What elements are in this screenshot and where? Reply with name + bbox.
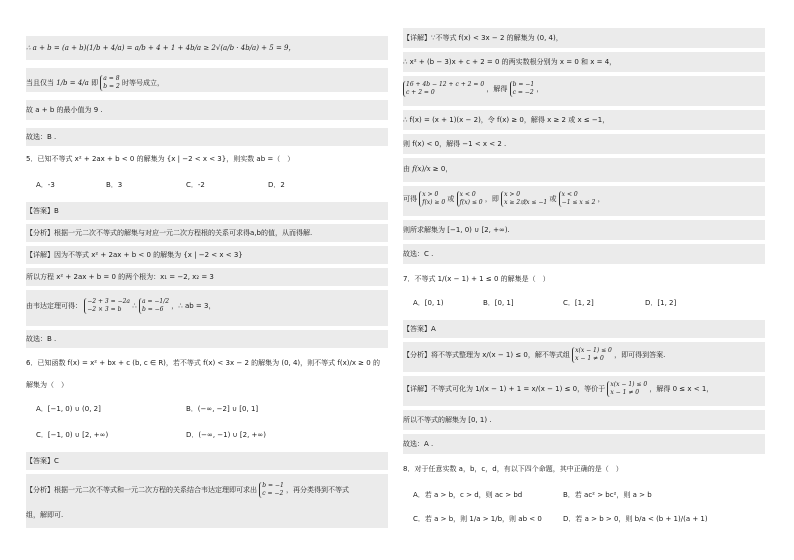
detail-line (26, 246, 388, 264)
system-row: −1 ≤ x ≤ 2 (561, 199, 596, 206)
detail-line (403, 158, 765, 182)
text: 故 a + b 的最小值为 9 . (26, 106, 103, 114)
option-c: C．若 a > b，则 1/a > 1/b，则 ab < 0 (413, 515, 542, 523)
system-row: b = −1 (512, 81, 535, 88)
analysis-line (403, 342, 765, 372)
system-row: x < 0 (459, 191, 476, 198)
choice-line (26, 330, 388, 348)
system-row: a = 8 (103, 75, 120, 82)
answer-line (26, 452, 388, 470)
system-row: x − 1 ≠ 0 (575, 355, 604, 362)
option-b: B．(−∞, −2] ∪ [0, 1] (186, 405, 259, 413)
equality-condition-line (26, 68, 388, 92)
answer-text: 【答案】A (403, 325, 436, 333)
answer-line (26, 202, 388, 220)
label-text: 可得 (403, 195, 417, 203)
detail-text: 【详解】∵不等式 f(x) < 3x − 2 的解集为 (0, 4)， (403, 34, 563, 42)
system-row: −2 × 3 = b (87, 306, 122, 313)
label-text: ， (536, 85, 544, 93)
question-text: 5．已知不等式 x² + 2ax + b < 0 的解集为 {x | −2 < x < 3}，则实数 ab =（ ） (26, 155, 295, 163)
label-text: 由 (403, 165, 410, 173)
option-d: D．(−∞, −1) ∪ [2, +∞) (186, 431, 266, 439)
answer-line (403, 320, 765, 338)
system-row: x > 0 (422, 191, 439, 198)
question-text: 8．对于任意实数 a，b，c，d，有以下四个命题，其中正确的是（ ） (403, 465, 623, 473)
label-text: ≥ 0， (432, 165, 453, 173)
detail-text: ∴ f(x) = (x + 1)(x − 2)，令 f(x) ≥ 0，解得 x ≥ 2 或 x ≤ −1， (403, 116, 610, 124)
system-row: f(x) ≤ 0 (459, 199, 483, 206)
system-row: x > 0 (504, 191, 521, 198)
option-b: B．3 (106, 181, 123, 189)
label-text: 或 (549, 195, 557, 203)
detail-text: ，解得 0 ≤ x < 1， (649, 385, 714, 393)
roots-text: 所以方程 x² + 2ax + b = 0 的两个根为：x₁ = −2, x₂ = 3 (26, 273, 214, 281)
question-text: 解集为（ ） (26, 381, 68, 389)
detail-line (403, 220, 765, 240)
case-system (501, 191, 547, 207)
result-system (139, 298, 169, 314)
equation-text: ∴ a + b = (a + b)(1/b + 4/a) = a/b + 4 + 1 + 4b/a ≥ 2√(a/b · 4b/a) + 5 = 9， (26, 44, 296, 52)
system-row: a = −1/2 (141, 298, 170, 305)
system-row: x(x − 1) ≤ 0 (575, 347, 612, 354)
option-d: D．2 (268, 181, 285, 189)
detail-line (403, 134, 765, 154)
label-text: 即 (91, 79, 99, 87)
system-row: x(x − 1) ≤ 0 (610, 381, 648, 388)
system-row: c = −2 (262, 490, 284, 497)
option-c: C．[−1, 0) ∪ [2, +∞) (36, 431, 109, 439)
case-system (457, 191, 483, 207)
system-row: x ≥ 2或x ≤ −1 (504, 199, 548, 206)
question-7 (403, 274, 765, 284)
label-text: ，∴ ab = 3， (171, 302, 216, 310)
result-system (510, 81, 535, 97)
system-row: −2 + 3 = −2a (87, 298, 131, 305)
detail-text: 所以不等式的解集为 [0, 1) . (403, 416, 492, 424)
analysis-text: 组，解即可. (26, 511, 64, 519)
system-row: x < 0 (561, 191, 578, 198)
label-text: ，即 (484, 195, 499, 203)
option-c: C．[1, 2] (563, 299, 594, 307)
system-row: b = 2 (103, 83, 120, 90)
equation-system (607, 381, 647, 397)
analysis-text: 【分析】将不等式整理为 x/(x − 1) ≤ 0，解不等式组 (403, 351, 570, 359)
detail-text: 则所求解集为 [−1, 0) ∪ [2, +∞). (403, 226, 510, 234)
question-text: 6．已知函数 f(x) = x² + bx + c (b, c ∈ R)，若不等式 f(x) < 3x − 2 的解集为 (0, 4)，则不等式 f(x)/x ≥ 0 的 (26, 359, 380, 367)
question-8 (403, 464, 765, 474)
detail-line (403, 52, 765, 72)
detail-line (403, 110, 765, 130)
analysis-text: ，即可得到答案. (614, 351, 666, 359)
system-row: c = −2 (512, 89, 534, 96)
fraction-text: f(x)/x (412, 165, 431, 173)
text: 故选：C . (403, 250, 434, 258)
label-text: 时等号成立， (122, 79, 165, 87)
label-text: 或 (447, 195, 455, 203)
choice-line (403, 244, 765, 264)
text: 故选：A . (403, 440, 434, 448)
equation-system (84, 298, 130, 314)
equation-system (259, 482, 284, 498)
solution-line (26, 36, 388, 60)
option-b: B．若 ac² > bc²，则 a > b (563, 491, 652, 499)
label-text: 当且仅当 (26, 79, 54, 87)
analysis-text: 【分析】根据一元二次不等式和一元二次方程的关系结合韦达定理即可求出 (26, 486, 257, 494)
fraction-text: 1/b = 4/a (56, 79, 89, 87)
option-a: A．-3 (36, 181, 55, 189)
system-row: 16 + 4b − 12 + c + 2 = 0 (406, 81, 485, 88)
choice-line (403, 434, 765, 454)
equation-system (403, 81, 484, 97)
detail-text: 【详解】因为不等式 x² + 2ax + b < 0 的解集为 {x | −2 < x < 3} (26, 251, 243, 259)
question-5 (26, 154, 388, 164)
option-c: C．-2 (186, 181, 205, 189)
question-text: 7．不等式 1/(x − 1) + 1 ≤ 0 的解集是（ ） (403, 275, 550, 283)
label-text: ， (597, 195, 605, 203)
option-a: A．[0, 1) (413, 299, 444, 307)
system-row: f(x) ≥ 0 (422, 199, 446, 206)
option-b: B．[0, 1] (483, 299, 514, 307)
label-text: 由韦达定理可得： (26, 302, 82, 310)
vieta-line (26, 290, 388, 326)
choice-line (26, 128, 388, 146)
system-row: x − 1 ≠ 0 (610, 389, 640, 396)
label-text: ∴ (132, 302, 137, 310)
detail-text: 则 f(x) < 0，解得 −1 < x < 2 . (403, 140, 507, 148)
detail-text: 【详解】不等式可化为 1/(x − 1) + 1 = x/(x − 1) ≤ 0，等价于 (403, 385, 606, 393)
analysis-line (26, 474, 388, 528)
detail-system-line (403, 76, 765, 106)
answer-text: 【答案】C (26, 457, 59, 465)
case-system (559, 191, 596, 207)
answer-text: 【答案】B (26, 207, 59, 215)
question-6 (26, 358, 388, 368)
analysis-text: ，再分类得到不等式 (286, 486, 349, 494)
equation-system (100, 75, 120, 91)
equation-system (572, 347, 612, 363)
case-split-line (403, 186, 765, 216)
system-row: b = −6 (141, 306, 164, 313)
solution-set-line (403, 410, 765, 430)
roots-line (26, 268, 388, 286)
option-d: D．若 a > b > 0，则 b/a < (b + 1)/(a + 1) (563, 515, 708, 523)
system-row: c + 2 = 0 (406, 89, 435, 96)
option-d: D．[1, 2] (645, 299, 677, 307)
detail-line (403, 28, 765, 48)
analysis-text: 【分析】根据一元二次不等式的解集与对应一元二次方程根的关系可求得a,b的值，从而得解. (26, 229, 313, 237)
system-row: b = −1 (262, 482, 284, 489)
question-6-cont (26, 380, 388, 390)
text: 故选：B . (26, 133, 57, 141)
detail-text: ∴ x² + (b − 3)x + c + 2 = 0 的两实数根分别为 x = 0 和 x = 4， (403, 58, 617, 66)
label-text: ，解得 (486, 85, 508, 93)
option-a: A．[−1, 0) ∪ (0, 2] (36, 405, 101, 413)
min-value-line (26, 100, 388, 120)
case-system (419, 191, 445, 207)
option-a: A．若 a > b，c > d，则 ac > bd (413, 491, 523, 499)
detail-line (403, 376, 765, 406)
text: 故选：B . (26, 335, 57, 343)
analysis-line (26, 224, 388, 242)
